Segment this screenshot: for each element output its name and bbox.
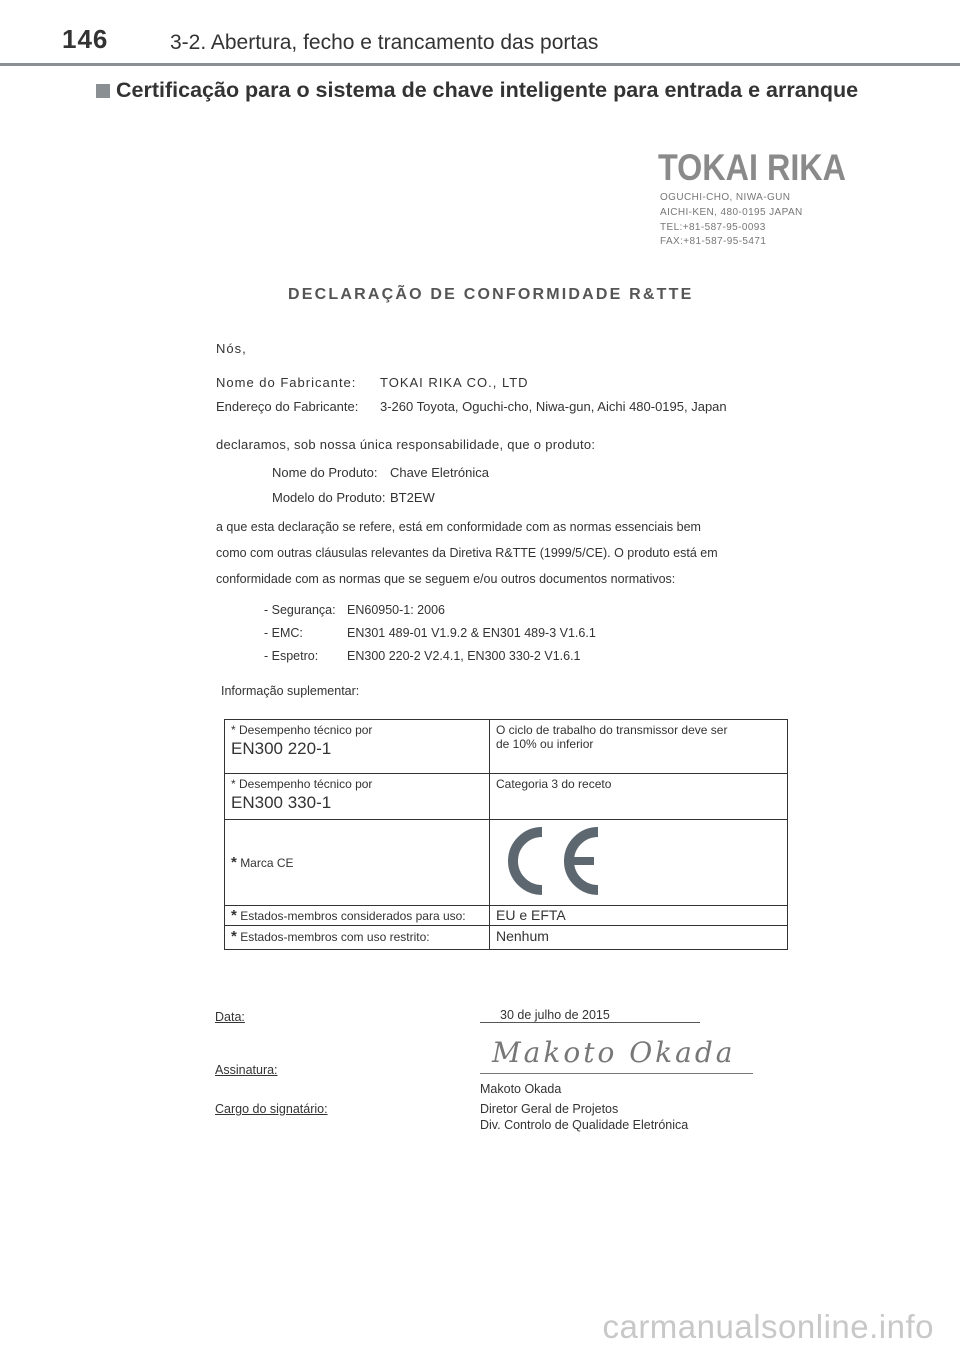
company-fax: FAX:+81-587-95-5471 xyxy=(660,236,767,247)
cell-text: Estados-membros considerados para uso: xyxy=(240,909,466,923)
standard-label: - Espetro: xyxy=(264,649,319,663)
asterisk: * xyxy=(231,907,237,924)
table-row xyxy=(225,820,788,906)
product-name-value: Chave Eletrónica xyxy=(390,465,489,480)
address-value: 3-260 Toyota, Oguchi-cho, Niwa-gun, Aichi 480-0195, Japan xyxy=(380,399,727,414)
standard-value: EN60950-1: 2006 xyxy=(347,603,445,617)
signature-label: Assinatura: xyxy=(215,1063,278,1077)
chapter-title: 3-2. Abertura, fecho e trancamento das portas xyxy=(170,31,599,54)
table-row xyxy=(225,720,788,774)
table-cell xyxy=(225,774,490,820)
standard-value: EN300 220-2 V2.4.1, EN300 330-2 V1.6.1 xyxy=(347,649,581,663)
page-number: 146 xyxy=(62,24,109,54)
cell-text: EU e EFTA xyxy=(496,907,566,923)
table-cell xyxy=(225,906,490,926)
signer-name: Makoto Okada xyxy=(480,1082,562,1096)
supplementary-table xyxy=(224,719,788,950)
position-line: Div. Controlo de Qualidade Eletrónica xyxy=(480,1118,689,1132)
table-cell xyxy=(490,720,788,774)
we-label: Nós, xyxy=(216,341,247,356)
conformity-line: como com outras cláusulas relevantes da Diretiva R&TTE (1999/5/CE). O produto está em xyxy=(216,546,718,560)
cell-small-text: * Desempenho técnico por xyxy=(231,723,373,737)
table-row xyxy=(225,774,788,820)
declare-text: declaramos, sob nossa única responsabilidade, que o produto: xyxy=(216,437,596,452)
asterisk: * xyxy=(231,928,237,945)
signature-text: Makoto Okada xyxy=(492,1036,736,1069)
table-cell xyxy=(490,774,788,820)
standard-label: - Segurança: xyxy=(264,603,336,617)
table-cell xyxy=(490,820,788,906)
site-watermark: carmanualsonline.info xyxy=(602,1308,934,1345)
product-model-value: BT2EW xyxy=(390,490,435,505)
manufacturer-value: TOKAI RIKA CO., LTD xyxy=(380,375,529,390)
handwritten-signature xyxy=(490,1030,736,1072)
table-cell xyxy=(490,926,788,950)
position-label: Cargo do signatário: xyxy=(215,1102,328,1116)
cell-text: Estados-membros com uso restrito: xyxy=(240,930,430,944)
table-cell xyxy=(490,906,788,926)
conformity-line: a que esta declaração se refere, está em conformidade com as normas essenciais bem xyxy=(216,520,701,534)
product-model-label: Modelo do Produto: xyxy=(272,490,386,505)
header-divider xyxy=(0,63,960,66)
date-underline xyxy=(480,1022,700,1023)
company-address-line: OGUCHI-CHO, NIWA-GUN xyxy=(660,192,791,203)
standard-code: EN300 330-1 xyxy=(231,793,332,812)
cell-small-text: * Desempenho técnico por xyxy=(231,777,373,791)
signature-underline xyxy=(480,1073,753,1074)
date-value: 30 de julho de 2015 xyxy=(500,1008,610,1022)
standard-label: - EMC: xyxy=(264,626,303,640)
cell-text: Nenhum xyxy=(496,928,549,944)
product-name-label: Nome do Produto: xyxy=(272,465,378,480)
company-phone: TEL:+81-587-95-0093 xyxy=(660,222,766,233)
cell-text: O ciclo de trabalho do transmissor deve ser de 10% ou inferior xyxy=(496,723,728,751)
table-cell xyxy=(225,820,490,906)
asterisk: * xyxy=(231,854,237,871)
table-cell xyxy=(225,926,490,950)
date-label: Data: xyxy=(215,1010,245,1024)
standard-value: EN301 489-01 V1.9.2 & EN301 489-3 V1.6.1 xyxy=(347,626,596,640)
manufacturer-label: Nome do Fabricante: xyxy=(216,375,357,390)
cell-text: Categoria 3 do receto xyxy=(496,777,612,791)
ce-mark-icon xyxy=(506,826,606,896)
supplementary-label: Informação suplementar: xyxy=(221,684,360,698)
standard-code: EN300 220-1 xyxy=(231,739,332,758)
conformity-line: conformidade com as normas que se seguem e/ou outros documentos normativos: xyxy=(216,572,676,586)
table-cell xyxy=(225,720,490,774)
section-heading-text: Certificação para o sistema de chave inteligente para entrada e arranque xyxy=(116,78,859,102)
section-heading xyxy=(96,78,858,103)
declaration-title: DECLARAÇÃO DE CONFORMIDADE R&TTE xyxy=(288,286,694,303)
company-address-line: AICHI-KEN, 480-0195 JAPAN xyxy=(660,207,803,218)
position-line: Diretor Geral de Projetos xyxy=(480,1102,619,1116)
table-row xyxy=(225,926,788,950)
svg-text:TOKAI RIKA: TOKAI RIKA xyxy=(658,147,846,188)
address-label: Endereço do Fabricante: xyxy=(216,399,359,414)
table-row xyxy=(225,906,788,926)
square-bullet-icon xyxy=(96,84,110,98)
tokai-rika-logo xyxy=(658,147,848,188)
cell-text: Marca CE xyxy=(240,856,294,870)
